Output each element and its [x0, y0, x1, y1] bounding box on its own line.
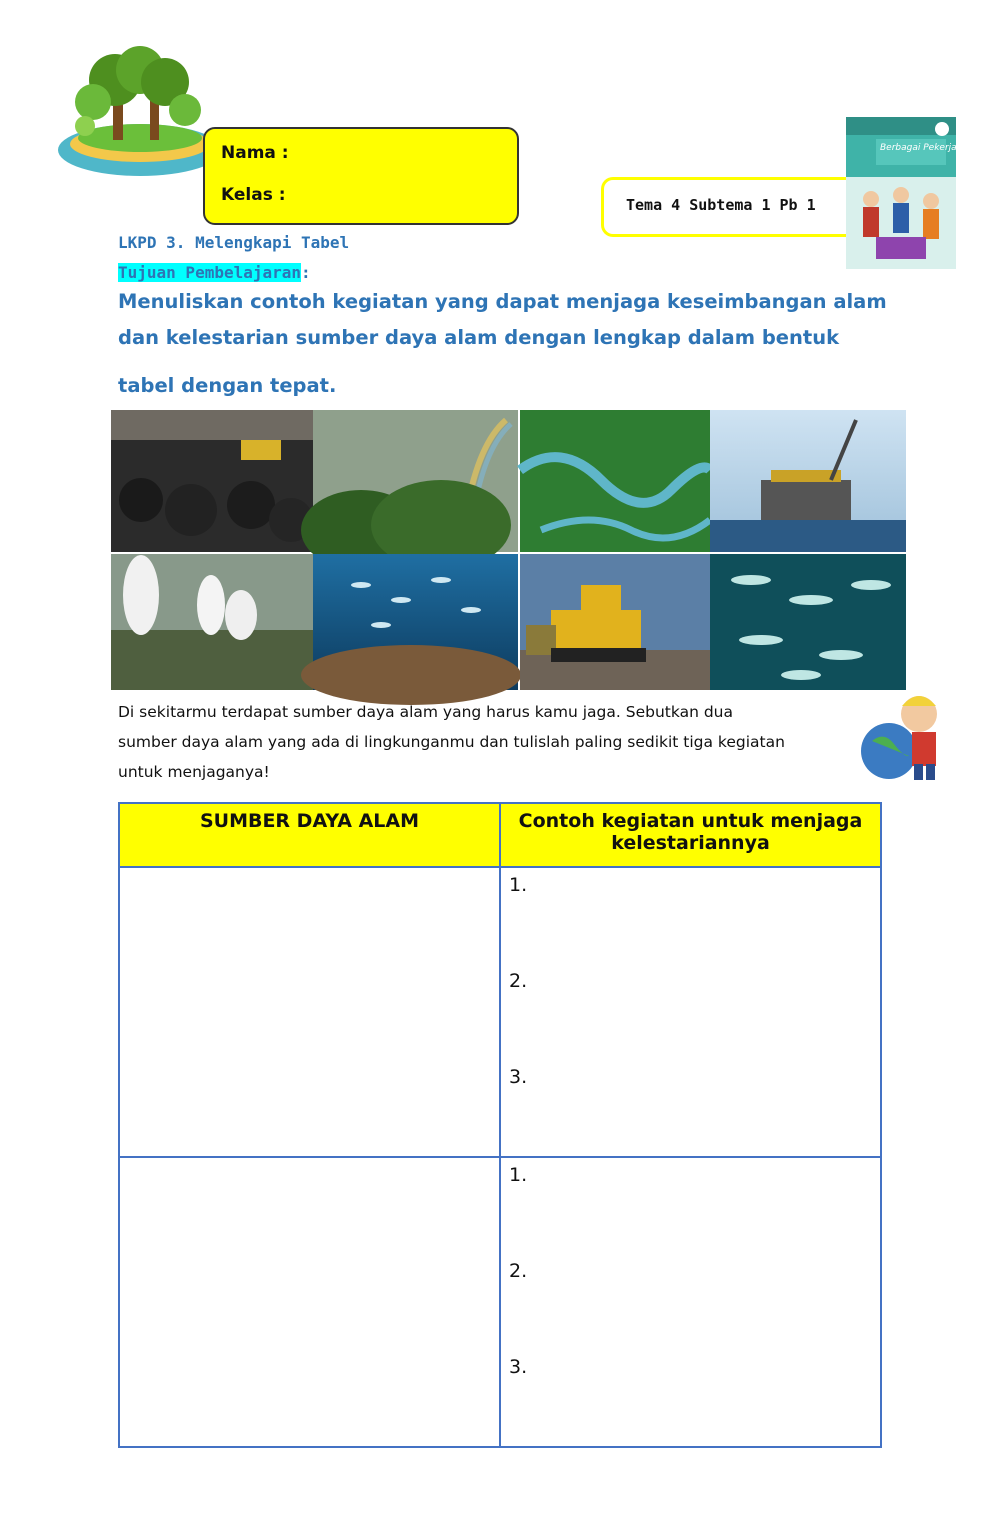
- kelas-label: Kelas :: [221, 185, 286, 205]
- book-cover-image: [846, 117, 968, 269]
- nama-label: Nama :: [221, 143, 289, 163]
- photo-bulldozer: [520, 554, 710, 690]
- activity-item[interactable]: 3.: [509, 1356, 528, 1378]
- photo-fish-school: [710, 554, 906, 690]
- tema-box: [601, 177, 849, 237]
- student-info-box: [203, 127, 519, 225]
- instruction-line: sumber daya alam yang ada di lingkunganmu dan tulislah paling sedikit tiga kegiatan: [118, 733, 785, 751]
- activity-item[interactable]: 2.: [509, 1260, 528, 1282]
- book-title: Berbagai Pekerjaan: [880, 143, 968, 153]
- resource-input-cell[interactable]: [119, 867, 500, 1157]
- photo-fish-reef: [301, 554, 521, 705]
- photo-oil-platform: [710, 410, 906, 552]
- photo-river-forest: [520, 410, 710, 552]
- activities-cell: [500, 867, 881, 1157]
- tujuan-line: dan kelestarian sumber daya alam dengan lengkap dalam bentuk: [118, 326, 840, 349]
- instruction-line: untuk menjaganya!: [118, 763, 270, 781]
- sumber-daya-alam-table: [118, 802, 882, 1448]
- table-header-row: [119, 803, 881, 867]
- kid-hugging-globe-image: [854, 686, 958, 786]
- activity-item[interactable]: 2.: [509, 970, 528, 992]
- activity-item[interactable]: 1.: [509, 1164, 528, 1186]
- activities-cell: [500, 1157, 881, 1447]
- instruction-line: Di sekitarmu terdapat sumber daya alam yang harus kamu jaga. Sebutkan dua: [118, 703, 733, 721]
- photo-coal-mine: [111, 410, 313, 552]
- photo-rainforest: [301, 410, 518, 570]
- table-row: [119, 867, 881, 1157]
- natural-resources-photo-collage: [111, 410, 906, 690]
- tujuan-label: Tujuan Pembelajaran: [118, 263, 302, 282]
- lkpd-title: LKPD 3. Melengkapi Tabel: [118, 233, 350, 252]
- tujuan-colon: :: [301, 263, 311, 282]
- header-sumber-daya-alam: SUMBER DAYA ALAM: [119, 803, 500, 867]
- table-row: [119, 1157, 881, 1447]
- resource-input-cell[interactable]: [119, 1157, 500, 1447]
- tujuan-line: Menuliskan contoh kegiatan yang dapat menjaga keseimbangan alam: [118, 290, 887, 313]
- header-contoh-kegiatan: Contoh kegiatan untuk menjaga kelestariannya: [500, 803, 881, 867]
- photo-geothermal-plant: [111, 554, 313, 690]
- tujuan-line: tabel dengan tepat.: [118, 374, 337, 397]
- tema-label: Tema 4 Subtema 1 Pb 1: [626, 196, 816, 214]
- activity-item[interactable]: 1.: [509, 874, 528, 896]
- activity-item[interactable]: 3.: [509, 1066, 528, 1088]
- tujuan-heading: [118, 263, 311, 282]
